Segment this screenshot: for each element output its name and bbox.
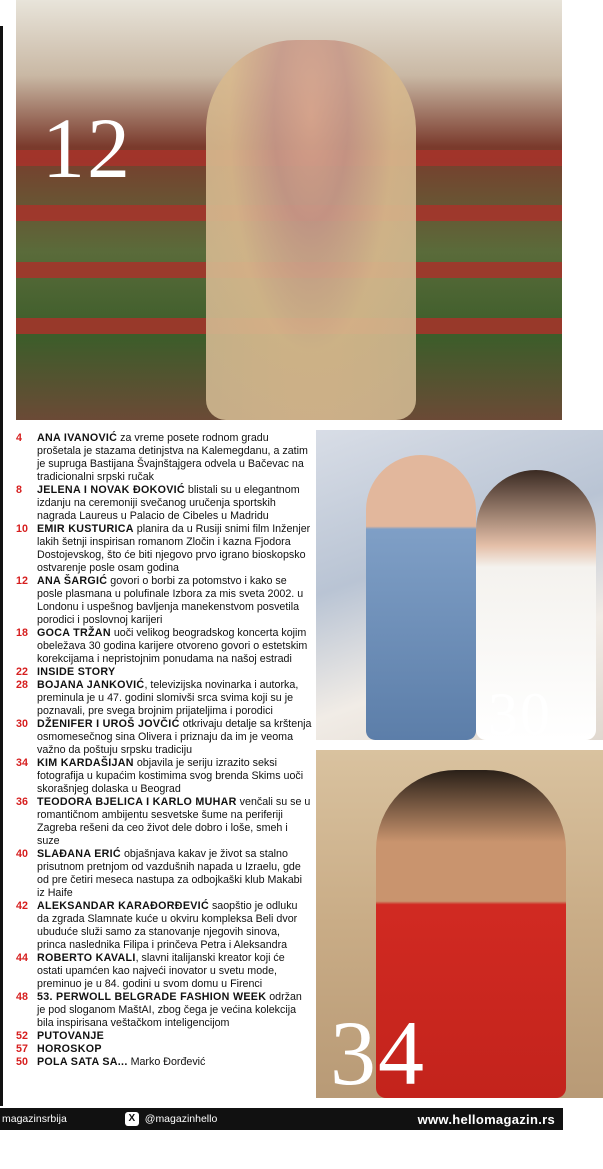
toc-text bbox=[37, 666, 312, 679]
model-figure bbox=[206, 40, 416, 420]
toc-text bbox=[37, 484, 312, 523]
toc-entry[interactable] bbox=[16, 484, 312, 523]
toc-title: ANA ŠARGIĆ bbox=[37, 575, 108, 587]
toc-page-number: 42 bbox=[16, 900, 28, 912]
toc-description: , slavni italijanski kreator koji će ostati upamćen kao najveći inovator u svetu mode, preminuo je u 84. godini u svom domu u Firenci bbox=[37, 952, 285, 990]
toc-description: održan je pod sloganom MaštAI, zbog čega je većina kolekcija bila inspirisana veštačkom inteligencijom bbox=[37, 991, 302, 1029]
toc-entry[interactable] bbox=[16, 952, 312, 991]
toc-entry[interactable] bbox=[16, 575, 312, 627]
toc-title: ALEKSANDAR KARAĐORĐEVIĆ bbox=[37, 900, 209, 912]
swimsuit-photo-page-34[interactable] bbox=[316, 750, 603, 1098]
toc-page-number: 52 bbox=[16, 1030, 28, 1042]
toc-text bbox=[37, 432, 312, 484]
page-number-30: 30 bbox=[488, 681, 552, 740]
toc-entry[interactable] bbox=[16, 718, 312, 757]
toc-page-number: 28 bbox=[16, 679, 28, 691]
father-with-baby bbox=[366, 455, 476, 740]
toc-title: ROBERTO KAVALI bbox=[37, 952, 136, 964]
toc-title: JELENA I NOVAK ĐOKOVIĆ bbox=[37, 484, 185, 496]
toc-description: govori o borbi za potomstvo i kako se posle plasmana u polufinale Izbora za mis sveta 2002. u Londonu i uspešnog bavljenja manekenstvom posvetila porodici i poslovnoj karijeri bbox=[37, 575, 304, 626]
toc-entry[interactable] bbox=[16, 1043, 312, 1056]
toc-text bbox=[37, 575, 312, 627]
toc-page-number: 18 bbox=[16, 627, 28, 639]
toc-entry[interactable] bbox=[16, 679, 312, 718]
toc-description: za vreme posete rodnom gradu prošetala je stazama detinjstva na Kalemegdanu, a zatim je supruga Bastijana Švajnštajgera odvela u Bačevac na tradicionalni srpski ručak bbox=[37, 432, 308, 483]
toc-entry[interactable] bbox=[16, 900, 312, 952]
toc-page-number: 4 bbox=[16, 432, 22, 444]
toc-page-number: 22 bbox=[16, 666, 28, 678]
toc-description: Marko Đorđević bbox=[127, 1056, 206, 1068]
toc-description: saopštio je odluku da zgrada Slamnate kuće u okviru kompleksa Beli dvor ubuduće služi samo za stanovanje njegovih sinova, princa naslednika Filipa i prinčeva Petra i Aleksandra bbox=[37, 900, 298, 951]
instagram-handle[interactable]: magazinsrbija bbox=[2, 1113, 67, 1125]
toc-text bbox=[37, 1056, 312, 1069]
x-logo-icon: X bbox=[125, 1112, 139, 1126]
toc-description: objašnjava kakav je život sa stalno prisutnom pretnjom od vazdušnih napada u Izraelu, gde od pre četiri meseca nastupa za odbojkaški klub Makabi iz Haife bbox=[37, 848, 302, 899]
page-number-34: 34 bbox=[330, 1002, 426, 1098]
toc-description: uoči velikog beogradskog koncerta kojim obeležava 30 godina karijere otvoreno govori o estetskim korekcijama i nepristojnim ponudama na našoj estradi bbox=[37, 627, 308, 665]
toc-title: SLAĐANA ERIĆ bbox=[37, 848, 121, 860]
toc-entry[interactable] bbox=[16, 1056, 312, 1069]
toc-title: DŽENIFER I UROŠ JOVČIĆ bbox=[37, 718, 180, 730]
toc-entry[interactable] bbox=[16, 627, 312, 666]
twitter-handle[interactable]: @magazinhello bbox=[144, 1113, 218, 1125]
toc-page-number: 48 bbox=[16, 991, 28, 1003]
toc-title: BOJANA JANKOVIĆ bbox=[37, 679, 145, 691]
toc-page-number: 30 bbox=[16, 718, 28, 730]
page-number-12: 12 bbox=[42, 100, 132, 196]
toc-description: blistali su u elegantnom izdanju na ceremoniji svečanog uručenja sportskih nagrada Laureus u Palacio de Cibeles u Madridu bbox=[37, 484, 300, 522]
toc-text bbox=[37, 627, 312, 666]
toc-text bbox=[37, 718, 312, 757]
toc-entry[interactable] bbox=[16, 1030, 312, 1043]
toc-page-number: 57 bbox=[16, 1043, 28, 1055]
toc-page-number: 10 bbox=[16, 523, 28, 535]
cover-photo-page-12[interactable] bbox=[16, 0, 562, 420]
toc-title: POLA SATA SA... bbox=[37, 1056, 128, 1068]
toc-text bbox=[37, 757, 312, 796]
toc-page-number: 50 bbox=[16, 1056, 28, 1068]
toc-title: PUTOVANJE bbox=[37, 1030, 105, 1042]
toc-text bbox=[37, 679, 312, 718]
toc-text bbox=[37, 848, 312, 900]
toc-description: objavila je seriju izrazito seksi fotografija u kupaćim kostimima svog brenda Skims uoči skorašnjeg dolaska u Beograd bbox=[37, 757, 304, 795]
toc-page-number: 40 bbox=[16, 848, 28, 860]
toc-description: , televizijska novinarka i autorka, preminula je u 47. godini slomivši srca svima koji su je poznavali, pre svega brojnim prijateljima i porodici bbox=[37, 679, 299, 717]
toc-text bbox=[37, 523, 312, 575]
toc-title: KIM KARDAŠIJAN bbox=[37, 757, 134, 769]
toc-text bbox=[37, 991, 312, 1030]
toc-text bbox=[37, 952, 312, 991]
toc-title: EMIR KUSTURICA bbox=[37, 523, 134, 535]
toc-entry[interactable] bbox=[16, 757, 312, 796]
toc-title: GOCA TRŽAN bbox=[37, 627, 111, 639]
toc-text bbox=[37, 796, 312, 848]
toc-entry[interactable] bbox=[16, 432, 312, 484]
toc-description: planira da u Rusiji snimi film Inženjer lakih šetnji inspirisan romanom Zločin i kazna Fjodora Dostojevskog, što će biti njegovo prvo igrano bioskopsko ostvarenje posle osam godina bbox=[37, 523, 311, 574]
toc-entry[interactable] bbox=[16, 666, 312, 679]
toc-entry[interactable] bbox=[16, 991, 312, 1030]
toc-description: venčali su se u romantičnom ambijentu sesvetske šume na periferiji Zagreba rešeni da ceo život dele dobro i loše, smeh i suze bbox=[37, 796, 311, 847]
toc-title: HOROSKOP bbox=[37, 1043, 102, 1055]
toc-text bbox=[37, 900, 312, 952]
toc-title: 53. PERWOLL BELGRADE FASHION WEEK bbox=[37, 991, 267, 1003]
toc-page-number: 36 bbox=[16, 796, 28, 808]
family-photo-page-30[interactable] bbox=[316, 430, 603, 740]
toc-entry[interactable] bbox=[16, 523, 312, 575]
toc-page-number: 12 bbox=[16, 575, 28, 587]
toc-page-number: 44 bbox=[16, 952, 28, 964]
toc-title: TEODORA BJELICA I KARLO MUHAR bbox=[37, 796, 237, 808]
toc-entry[interactable] bbox=[16, 796, 312, 848]
toc-title: ANA IVANOVIĆ bbox=[37, 432, 118, 444]
table-of-contents bbox=[16, 432, 312, 1069]
toc-text bbox=[37, 1043, 312, 1056]
footer-bar bbox=[0, 1108, 563, 1130]
toc-page-number: 34 bbox=[16, 757, 28, 769]
toc-description: otkrivaju detalje sa krštenja osmomesečnog sina Olivera i priznaju da im je veoma važno da poštuju srpsku tradiciju bbox=[37, 718, 312, 756]
toc-text bbox=[37, 1030, 312, 1043]
website-link[interactable]: www.hellomagazin.rs bbox=[417, 1111, 555, 1127]
toc-page-number: 8 bbox=[16, 484, 22, 496]
toc-title: INSIDE STORY bbox=[37, 666, 116, 678]
toc-entry[interactable] bbox=[16, 848, 312, 900]
left-rule bbox=[0, 26, 3, 1106]
